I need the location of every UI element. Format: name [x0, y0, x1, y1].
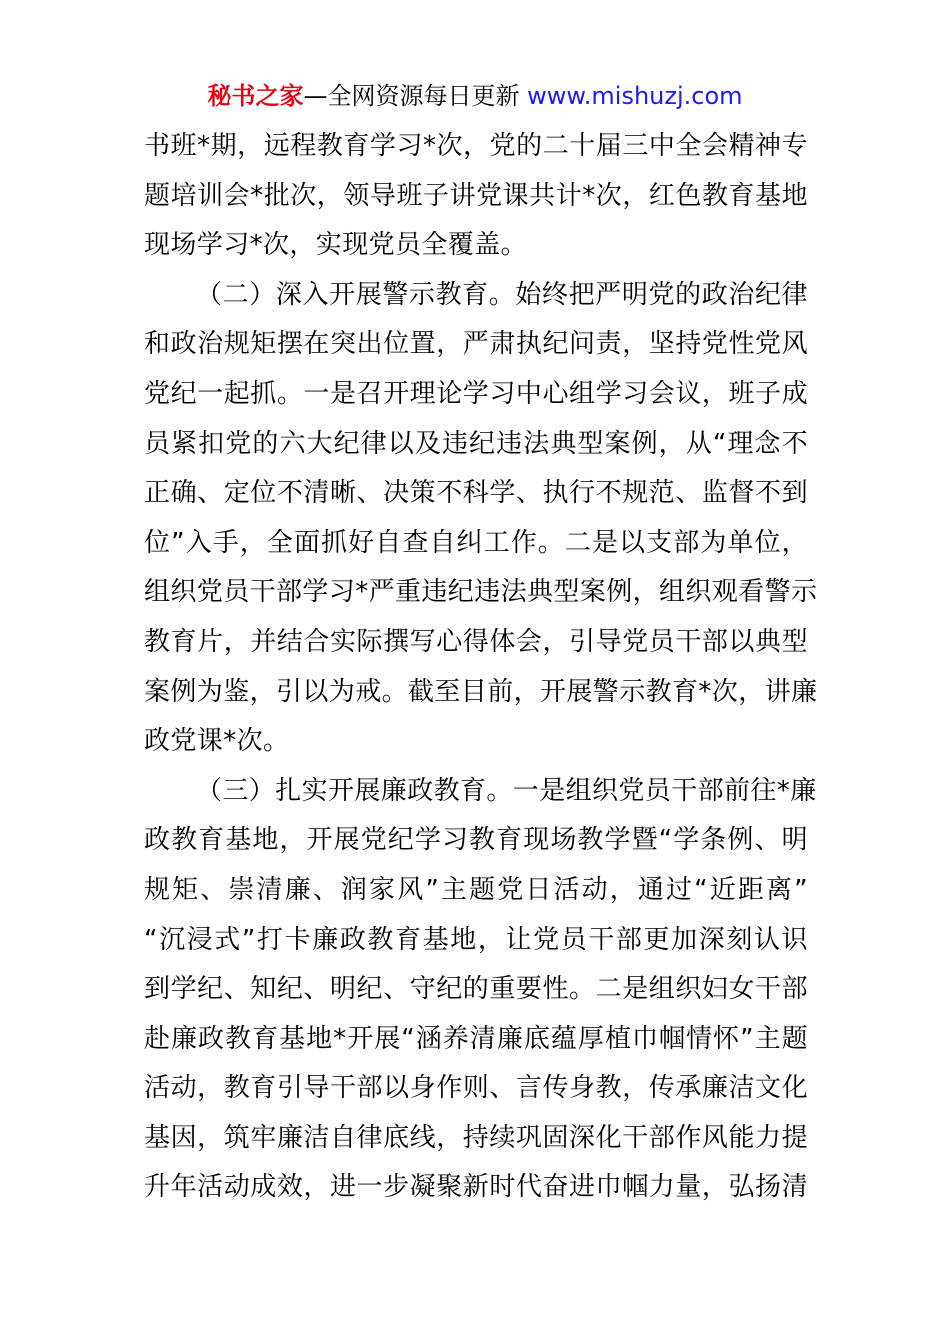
text-line: 题培训会*批次，领导班子讲党课共计*次，红色教育基地	[144, 180, 808, 211]
text-line: 正确、定位不清晰、决策不科学、执行不规范、监督不到	[144, 478, 808, 509]
text-line: 政教育基地，开展党纪学习教育现场教学暨“学条例、明	[144, 825, 808, 856]
site-brand: 秘书之家	[207, 82, 304, 110]
text-line: 到学纪、知纪、明纪、守纪的重要性。二是组织妇女干部	[144, 974, 808, 1005]
document-body	[144, 122, 818, 1213]
text-line: 升年活动成效，进一步凝聚新时代奋进巾帼力量，弘扬清	[144, 1172, 808, 1203]
text-line: 和政治规矩摆在突出位置，严肃执纪问责，坚持党性党风	[144, 329, 808, 360]
text-line: 规矩、崇清廉、润家风”主题党日活动，通过“近距离”	[144, 874, 808, 905]
text-line: 活动，教育引导干部以身作则、言传身教，传承廉洁文化	[144, 1073, 808, 1104]
text-line: 赴廉政教育基地*开展“涵养清廉底蕴厚植巾帼情怀”主题	[144, 1023, 808, 1054]
site-tagline: —全网资源每日更新	[303, 82, 528, 110]
text-line: 基因，筑牢廉洁自律底线，持续巩固深化干部作风能力提	[144, 1122, 808, 1153]
text-line: 现场学习*次，实现党员全覆盖。	[144, 230, 528, 261]
text-line: 党纪一起抓。一是召开理论学习中心组学习会议，班子成	[144, 378, 808, 409]
paragraph-heading-2: （二）深入开展警示教育。始终把严明党的政治纪律	[196, 279, 808, 310]
site-url[interactable]: www.mishuzj.com	[527, 82, 743, 110]
text-line: 位”入手，全面抓好自查自纠工作。二是以支部为单位，	[144, 527, 808, 558]
paragraph-heading-3: （三）扎实开展廉政教育。一是组织党员干部前往*廉	[196, 775, 817, 806]
text-line: 员紧扣党的六大纪律以及违纪违法典型案例，从“理念不	[144, 428, 808, 459]
text-line: 组织党员干部学习*严重违纪违法典型案例，组织观看警示	[144, 577, 818, 608]
text-line: “沉浸式”打卡廉政教育基地，让党员干部更加深刻认识	[144, 924, 808, 955]
site-header	[0, 80, 950, 112]
text-line: 政党课*次。	[144, 726, 290, 757]
text-line: 教育片，并结合实际撰写心得体会，引导党员干部以典型	[144, 626, 808, 657]
text-line: 案例为鉴，引以为戒。截至目前，开展警示教育*次，讲廉	[144, 676, 818, 707]
text-line: 书班*期，远程教育学习*次，党的二十届三中全会精神专	[144, 131, 808, 161]
